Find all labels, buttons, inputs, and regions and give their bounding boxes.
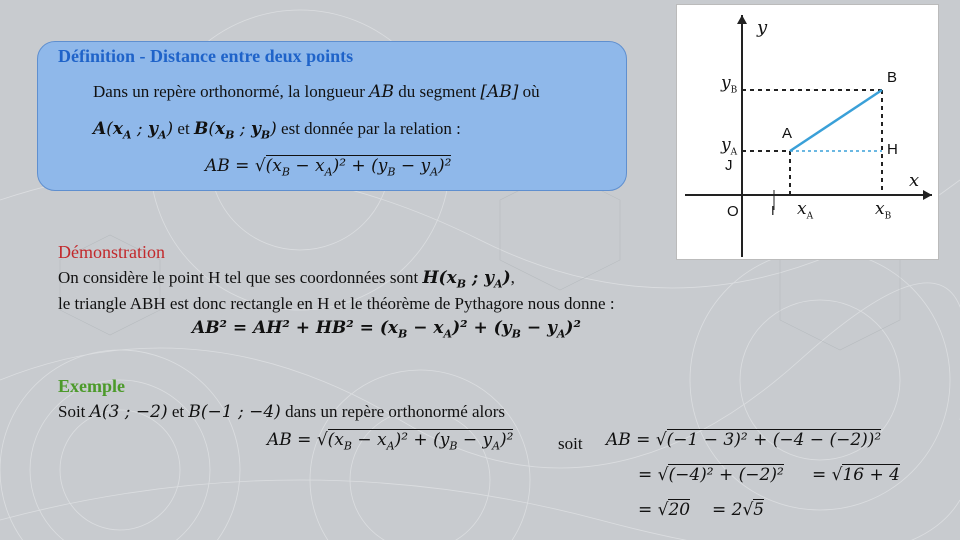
demonstration-title: Démonstration — [58, 242, 165, 262]
definition-formula: AB = $√(x_B - x_A)^2 + (y_B - y_A)^2$ — [205, 156, 452, 179]
definition-line1: Dans un repère orthonormé, la longueur AB du segment [AB] où — [93, 82, 540, 102]
example-calc3b: = 2√5 — [712, 500, 765, 520]
segment-ab — [790, 90, 882, 151]
y-b-label: $y_B$ — [721, 73, 738, 96]
demonstration-line2: le triangle ABH est donc rectangle en H et le théorème de Pythagore nous donne : — [58, 294, 615, 313]
coordinate-figure — [676, 4, 939, 260]
example-calc2b: = √16 + 4 — [812, 465, 900, 485]
definition-line2: $A(x_A$ ; $y_A$) et $B(x_B$ ; $y_B$) est donnée par la relation : — [93, 119, 461, 142]
example-calc2: = √(−4)² + (−2)² — [638, 465, 784, 485]
example-formula: AB = $√(x_B - x_A)^2 + (y_B - y_A)^2$ — [267, 430, 514, 453]
point-a-label: A — [782, 125, 793, 142]
unit-j-label: J — [725, 157, 733, 174]
y-a-label: $y_A$ — [721, 135, 738, 158]
y-axis-label: y — [757, 17, 768, 38]
origin-label: O — [727, 203, 739, 220]
example-title: Exemple — [58, 376, 125, 396]
definition-title: Définition - Distance entre deux points — [58, 46, 354, 66]
example-calc3: = √20 — [638, 500, 691, 520]
demonstration-line1: On considère le point H tel que ses coordonnées sont $H(x_B$ ; $y_A$), — [58, 268, 515, 291]
unit-i-label: I — [771, 203, 775, 218]
demonstration-formula: $AB^2 = AH^2 + HB^2 = (x_B - x_A)^2 + (y_B - y_A)^2$ — [192, 318, 581, 341]
x-axis-label: x — [909, 170, 920, 191]
point-h-label: H — [887, 141, 898, 158]
example-line1: Soit A(3 ; −2) et B(−1 ; −4) dans un repère orthonormé alors — [58, 402, 506, 422]
x-b-label: $x_B$ — [875, 199, 892, 222]
x-a-label: $x_A$ — [797, 199, 814, 222]
example-calc1: AB = √(−1 − 3)² + (−4 − (−2))² — [606, 430, 882, 450]
point-b-label: B — [887, 69, 898, 86]
example-soit: soit — [558, 434, 583, 453]
